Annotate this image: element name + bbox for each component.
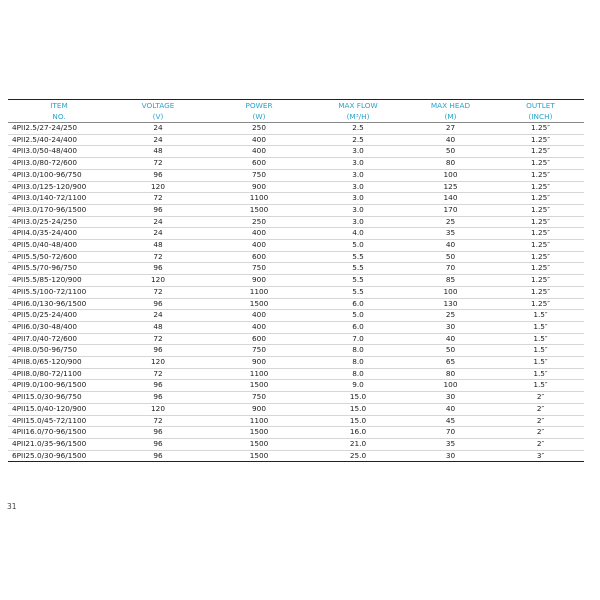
max-head-cell: 40 <box>404 333 497 345</box>
max-flow-cell: 2.5 <box>312 134 404 146</box>
units-row <box>8 111 584 123</box>
table-row <box>8 275 584 287</box>
voltage-cell: 72 <box>110 251 206 263</box>
table-row <box>8 263 584 275</box>
max-head-cell: 130 <box>404 298 497 310</box>
outlet-cell: 1.5″ <box>497 345 584 357</box>
power-cell: 1500 <box>206 450 312 462</box>
table-row <box>8 204 584 216</box>
max-flow-cell: 15.0 <box>312 415 404 427</box>
outlet-cell: 1.25″ <box>497 169 584 181</box>
voltage-cell: 96 <box>110 298 206 310</box>
max-head-cell: 30 <box>404 450 497 462</box>
table-row <box>8 438 584 450</box>
header-max-flow: MAX FLOW <box>312 100 404 112</box>
voltage-cell: 72 <box>110 158 206 170</box>
outlet-cell: 1.25″ <box>497 123 584 135</box>
max-head-cell: 45 <box>404 415 497 427</box>
max-flow-cell: 3.0 <box>312 181 404 193</box>
outlet-cell: 1.25″ <box>497 146 584 158</box>
item-cell: 4PII8.0/65-120/900 <box>8 357 110 369</box>
power-cell: 600 <box>206 251 312 263</box>
voltage-cell: 24 <box>110 134 206 146</box>
max-flow-cell: 5.0 <box>312 310 404 322</box>
power-cell: 250 <box>206 123 312 135</box>
outlet-cell: 1.25″ <box>497 204 584 216</box>
item-cell: 4PII21.0/35-96/1500 <box>8 438 110 450</box>
item-cell: 4PII3.0/125-120/900 <box>8 181 110 193</box>
outlet-cell: 1.25″ <box>497 298 584 310</box>
max-flow-cell: 5.5 <box>312 251 404 263</box>
item-cell: 4PII5.0/25-24/400 <box>8 310 110 322</box>
voltage-cell: 72 <box>110 286 206 298</box>
voltage-cell: 96 <box>110 450 206 462</box>
voltage-cell: 48 <box>110 321 206 333</box>
outlet-cell: 1.25″ <box>497 251 584 263</box>
max-head-cell: 100 <box>404 169 497 181</box>
item-cell: 4PII5.5/100-72/1100 <box>8 286 110 298</box>
table-row <box>8 321 584 333</box>
max-head-cell: 40 <box>404 134 497 146</box>
max-flow-cell: 2.5 <box>312 123 404 135</box>
outlet-cell: 1.5″ <box>497 333 584 345</box>
table-row <box>8 403 584 415</box>
table-row <box>8 310 584 322</box>
table-row <box>8 193 584 205</box>
max-flow-cell: 15.0 <box>312 403 404 415</box>
voltage-cell: 48 <box>110 240 206 252</box>
voltage-cell: 24 <box>110 228 206 240</box>
power-cell: 750 <box>206 263 312 275</box>
item-cell: 4PII3.0/100-96/750 <box>8 169 110 181</box>
max-head-cell: 50 <box>404 345 497 357</box>
outlet-cell: 1.25″ <box>497 275 584 287</box>
unit-max-head: (M) <box>444 112 457 121</box>
power-cell: 1500 <box>206 427 312 439</box>
table-row <box>8 286 584 298</box>
header-outlet: OUTLET <box>497 100 584 112</box>
max-head-cell: 30 <box>404 392 497 404</box>
unit-item: NO. <box>52 112 66 121</box>
table-row <box>8 158 584 170</box>
voltage-cell: 120 <box>110 181 206 193</box>
item-cell: 4PII16.0/70-96/1500 <box>8 427 110 439</box>
item-cell: 4PII6.0/30-48/400 <box>8 321 110 333</box>
max-head-cell: 50 <box>404 251 497 263</box>
max-flow-cell: 8.0 <box>312 368 404 380</box>
max-flow-cell: 3.0 <box>312 146 404 158</box>
item-cell: 4PII4.0/35-24/400 <box>8 228 110 240</box>
voltage-cell: 72 <box>110 415 206 427</box>
header-item: ITEM <box>8 100 110 112</box>
max-flow-cell: 5.0 <box>312 240 404 252</box>
max-flow-cell: 25.0 <box>312 450 404 462</box>
voltage-cell: 96 <box>110 427 206 439</box>
spec-table-container <box>8 99 584 462</box>
max-flow-cell: 6.0 <box>312 321 404 333</box>
max-flow-cell: 8.0 <box>312 345 404 357</box>
power-cell: 400 <box>206 146 312 158</box>
power-cell: 400 <box>206 310 312 322</box>
item-cell: 4PII8.0/50-96/750 <box>8 345 110 357</box>
voltage-cell: 24 <box>110 123 206 135</box>
power-cell: 900 <box>206 357 312 369</box>
max-flow-cell: 5.5 <box>312 286 404 298</box>
outlet-cell: 1.25″ <box>497 216 584 228</box>
max-head-cell: 100 <box>404 380 497 392</box>
item-cell: 4PII3.0/170-96/1500 <box>8 204 110 216</box>
unit-max-flow: (M³/H) <box>346 112 370 121</box>
outlet-cell: 1.25″ <box>497 228 584 240</box>
voltage-cell: 96 <box>110 204 206 216</box>
outlet-cell: 1.5″ <box>497 357 584 369</box>
voltage-cell: 24 <box>110 216 206 228</box>
item-cell: 4PII15.0/30-96/750 <box>8 392 110 404</box>
table-row <box>8 169 584 181</box>
power-cell: 750 <box>206 345 312 357</box>
max-head-cell: 50 <box>404 146 497 158</box>
outlet-cell: 1.25″ <box>497 263 584 275</box>
max-flow-cell: 6.0 <box>312 298 404 310</box>
power-cell: 750 <box>206 169 312 181</box>
unit-voltage: (V) <box>152 112 164 121</box>
power-cell: 1100 <box>206 286 312 298</box>
item-cell: 4PII5.5/70-96/750 <box>8 263 110 275</box>
power-cell: 400 <box>206 228 312 240</box>
outlet-cell: 3″ <box>497 450 584 462</box>
outlet-cell: 1.5″ <box>497 310 584 322</box>
item-cell: 4PII3.0/50-48/400 <box>8 146 110 158</box>
table-row <box>8 123 584 135</box>
power-cell: 1100 <box>206 368 312 380</box>
outlet-cell: 2″ <box>497 415 584 427</box>
voltage-cell: 120 <box>110 403 206 415</box>
outlet-cell: 2″ <box>497 427 584 439</box>
table-row <box>8 146 584 158</box>
max-flow-cell: 3.0 <box>312 193 404 205</box>
max-head-cell: 125 <box>404 181 497 193</box>
outlet-cell: 1.5″ <box>497 380 584 392</box>
max-head-cell: 140 <box>404 193 497 205</box>
outlet-cell: 2″ <box>497 403 584 415</box>
power-cell: 400 <box>206 240 312 252</box>
max-head-cell: 40 <box>404 240 497 252</box>
voltage-cell: 96 <box>110 380 206 392</box>
max-head-cell: 35 <box>404 438 497 450</box>
max-flow-cell: 3.0 <box>312 169 404 181</box>
item-cell: 4PII5.5/50-72/600 <box>8 251 110 263</box>
table-row <box>8 368 584 380</box>
outlet-cell: 1.25″ <box>497 193 584 205</box>
table-row <box>8 345 584 357</box>
max-flow-cell: 3.0 <box>312 216 404 228</box>
table-row <box>8 181 584 193</box>
item-cell: 4PII6.0/130-96/1500 <box>8 298 110 310</box>
max-flow-cell: 15.0 <box>312 392 404 404</box>
header-voltage: VOLTAGE <box>110 100 206 112</box>
item-cell: 4PII5.0/40-48/400 <box>8 240 110 252</box>
item-cell: 4PII15.0/40-120/900 <box>8 403 110 415</box>
power-cell: 900 <box>206 275 312 287</box>
item-cell: 4PII9.0/100-96/1500 <box>8 380 110 392</box>
outlet-cell: 2″ <box>497 438 584 450</box>
table-row <box>8 450 584 462</box>
outlet-cell: 2″ <box>497 392 584 404</box>
outlet-cell: 1.25″ <box>497 240 584 252</box>
max-flow-cell: 7.0 <box>312 333 404 345</box>
voltage-cell: 96 <box>110 345 206 357</box>
power-cell: 900 <box>206 181 312 193</box>
table-row <box>8 357 584 369</box>
voltage-cell: 96 <box>110 438 206 450</box>
voltage-cell: 48 <box>110 146 206 158</box>
table-row <box>8 415 584 427</box>
item-cell: 4PII8.0/80-72/1100 <box>8 368 110 380</box>
power-cell: 1100 <box>206 193 312 205</box>
header-power: POWER <box>206 100 312 112</box>
table-row <box>8 392 584 404</box>
max-flow-cell: 8.0 <box>312 357 404 369</box>
max-head-cell: 80 <box>404 158 497 170</box>
max-head-cell: 27 <box>404 123 497 135</box>
table-row <box>8 134 584 146</box>
voltage-cell: 96 <box>110 392 206 404</box>
header-max-head: MAX HEAD <box>404 100 497 112</box>
voltage-cell: 72 <box>110 193 206 205</box>
table-header <box>8 100 584 123</box>
max-head-cell: 80 <box>404 368 497 380</box>
table-row <box>8 240 584 252</box>
item-cell: 4PII5.5/85-120/900 <box>8 275 110 287</box>
outlet-cell: 1.5″ <box>497 321 584 333</box>
table-row <box>8 216 584 228</box>
item-cell: 4PII7.0/40-72/600 <box>8 333 110 345</box>
item-cell: 4PII3.0/25-24/250 <box>8 216 110 228</box>
power-cell: 400 <box>206 321 312 333</box>
outlet-cell: 1.25″ <box>497 181 584 193</box>
power-cell: 750 <box>206 392 312 404</box>
power-cell: 1500 <box>206 380 312 392</box>
voltage-cell: 72 <box>110 333 206 345</box>
max-head-cell: 25 <box>404 216 497 228</box>
table-row <box>8 427 584 439</box>
item-cell: 4PII3.0/140-72/1100 <box>8 193 110 205</box>
max-head-cell: 100 <box>404 286 497 298</box>
max-flow-cell: 3.0 <box>312 204 404 216</box>
power-cell: 600 <box>206 333 312 345</box>
voltage-cell: 120 <box>110 357 206 369</box>
max-head-cell: 70 <box>404 427 497 439</box>
voltage-cell: 96 <box>110 263 206 275</box>
voltage-cell: 72 <box>110 368 206 380</box>
power-cell: 1100 <box>206 415 312 427</box>
table-row <box>8 251 584 263</box>
unit-outlet: (INCH) <box>528 112 553 121</box>
power-cell: 1500 <box>206 204 312 216</box>
power-cell: 600 <box>206 158 312 170</box>
max-head-cell: 70 <box>404 263 497 275</box>
page-number: 31 <box>7 502 17 511</box>
table-row <box>8 333 584 345</box>
item-cell: 6PII25.0/30-96/1500 <box>8 450 110 462</box>
max-head-cell: 25 <box>404 310 497 322</box>
max-head-cell: 30 <box>404 321 497 333</box>
outlet-cell: 1.25″ <box>497 158 584 170</box>
max-head-cell: 85 <box>404 275 497 287</box>
item-cell: 4PII15.0/45-72/1100 <box>8 415 110 427</box>
power-cell: 1500 <box>206 298 312 310</box>
voltage-cell: 120 <box>110 275 206 287</box>
max-flow-cell: 4.0 <box>312 228 404 240</box>
max-flow-cell: 5.5 <box>312 275 404 287</box>
voltage-cell: 24 <box>110 310 206 322</box>
power-cell: 900 <box>206 403 312 415</box>
max-head-cell: 65 <box>404 357 497 369</box>
pump-spec-table <box>8 99 584 462</box>
power-cell: 400 <box>206 134 312 146</box>
max-flow-cell: 5.5 <box>312 263 404 275</box>
outlet-cell: 1.25″ <box>497 134 584 146</box>
outlet-cell: 1.5″ <box>497 368 584 380</box>
max-head-cell: 40 <box>404 403 497 415</box>
max-flow-cell: 9.0 <box>312 380 404 392</box>
item-cell: 4PII2.5/40-24/400 <box>8 134 110 146</box>
table-row <box>8 380 584 392</box>
max-flow-cell: 3.0 <box>312 158 404 170</box>
table-body <box>8 123 584 462</box>
table-row <box>8 228 584 240</box>
header-row <box>8 100 584 112</box>
max-head-cell: 170 <box>404 204 497 216</box>
max-head-cell: 35 <box>404 228 497 240</box>
voltage-cell: 96 <box>110 169 206 181</box>
unit-power: (W) <box>252 112 266 121</box>
power-cell: 250 <box>206 216 312 228</box>
item-cell: 4PII3.0/80-72/600 <box>8 158 110 170</box>
table-row <box>8 298 584 310</box>
max-flow-cell: 21.0 <box>312 438 404 450</box>
max-flow-cell: 16.0 <box>312 427 404 439</box>
outlet-cell: 1.25″ <box>497 286 584 298</box>
item-cell: 4PII2.5/27-24/250 <box>8 123 110 135</box>
power-cell: 1500 <box>206 438 312 450</box>
